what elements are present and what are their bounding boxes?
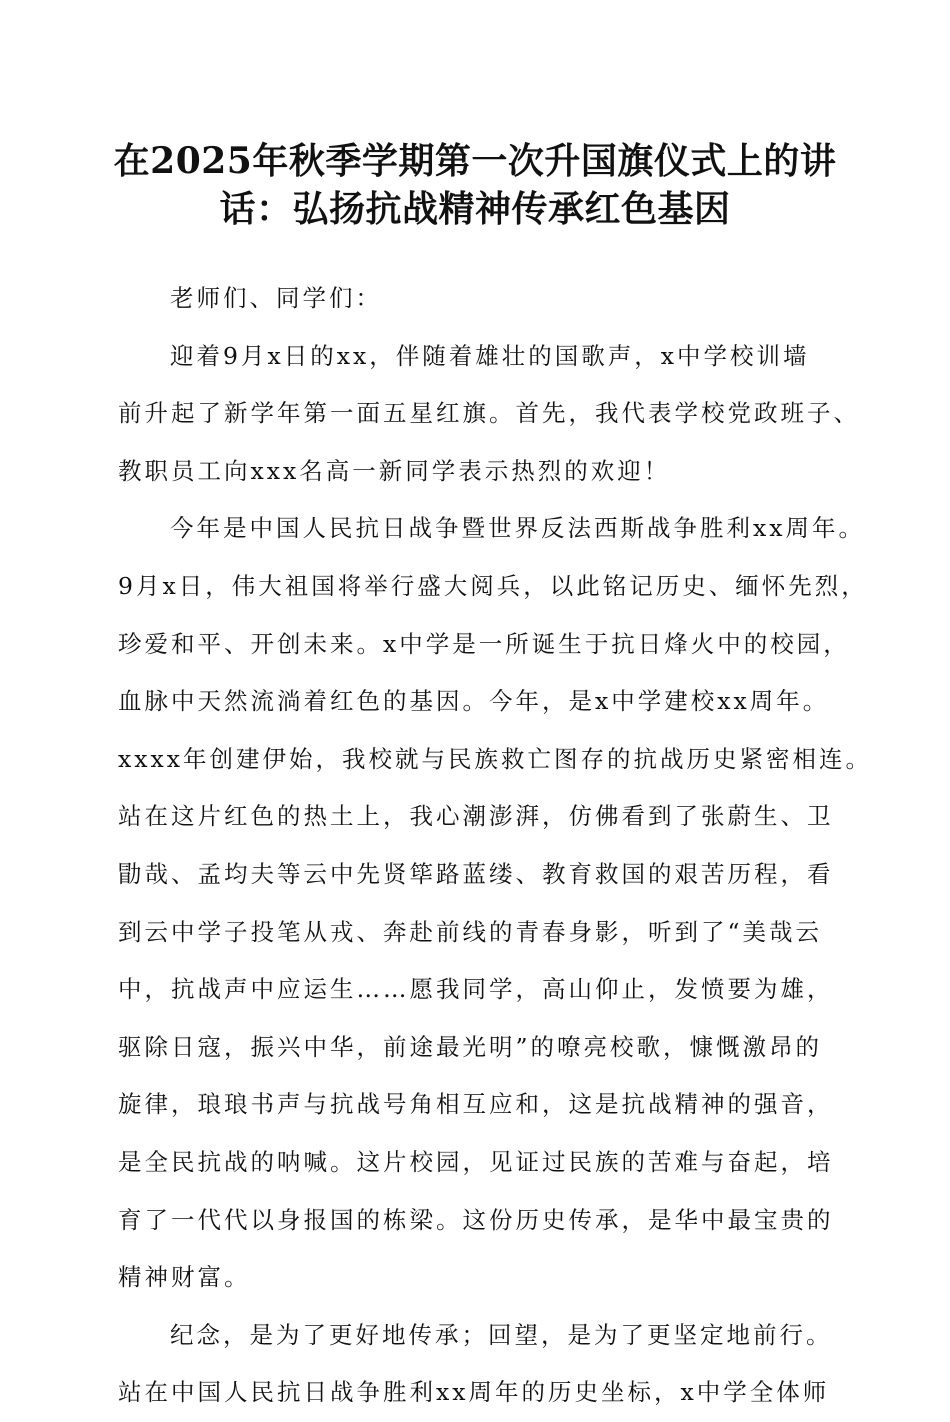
paragraph-line: 驱除日寇，振兴中华，前途最光明”的嘹亮校歌，慷慨激昂的 <box>118 1032 823 1061</box>
paragraph-line: 血脉中天然流淌着红色的基因。今年，是x中学建校xx周年。 <box>118 687 830 716</box>
paragraph-line: 精神财富。 <box>118 1263 251 1292</box>
paragraph-line: 教职员工向xxx名高一新同学表示热烈的欢迎！ <box>118 456 671 485</box>
salutation: 老师们、同学们： <box>170 284 382 312</box>
paragraph-line: 站在中国人民抗日战争胜利xx周年的历史坐标，x中学全体师 <box>118 1378 830 1407</box>
paragraph-line: 珍爱和平、开创未来。x中学是一所诞生于抗日烽火中的校园， <box>118 629 850 658</box>
paragraph-line: 勖哉、孟均夫等云中先贤筚路蓝缕、教育救国的艰苦历程，看 <box>118 859 834 888</box>
paragraph-line: 中，抗战声中应运生……愿我同学，高山仰止，发愤要为雄， <box>118 975 834 1004</box>
paragraph-line: xxxx年创建伊始，我校就与民族救亡图存的抗战历史紧密相连。 <box>118 744 873 773</box>
page-title-line-2: 话：弘扬抗战精神传承红色基因 <box>219 188 731 230</box>
paragraph-line: 是全民抗战的呐喊。这片校园，见证过民族的苦难与奋起，培 <box>118 1147 834 1176</box>
speech-body <box>118 270 873 1422</box>
page-title-line-1: 在2025年秋季学期第一次升国旗仪式上的讲 <box>113 140 837 182</box>
paragraph-line: 今年是中国人民抗日战争暨世界反法西斯战争胜利xx周年。 <box>170 514 866 543</box>
paragraph-line: 旋律，琅琅书声与抗战号角相互应和，这是抗战精神的强音， <box>118 1090 834 1119</box>
paragraph-line: 育了一代代以身报国的栋梁。这份历史传承，是华中最宝贵的 <box>118 1205 834 1234</box>
paragraph-line: 到云中学子投笔从戎、奔赴前线的青春身影，听到了“美哉云 <box>118 917 823 946</box>
paragraph-line: 前升起了新学年第一面五星红旗。首先，我代表学校党政班子、 <box>118 399 860 428</box>
paragraph-line: 9月x日，伟大祖国将举行盛大阅兵，以此铭记历史、缅怀先烈， <box>118 571 868 600</box>
paragraph-line: 站在这片红色的热土上，我心潮澎湃，仿佛看到了张蔚生、卫 <box>118 802 834 831</box>
paragraph-line: 纪念，是为了更好地传承；回望，是为了更坚定地前行。 <box>170 1320 833 1349</box>
paragraph-line: 迎着9月x日的xx，伴随着雄壮的国歌声，x中学校训墙 <box>170 341 810 370</box>
